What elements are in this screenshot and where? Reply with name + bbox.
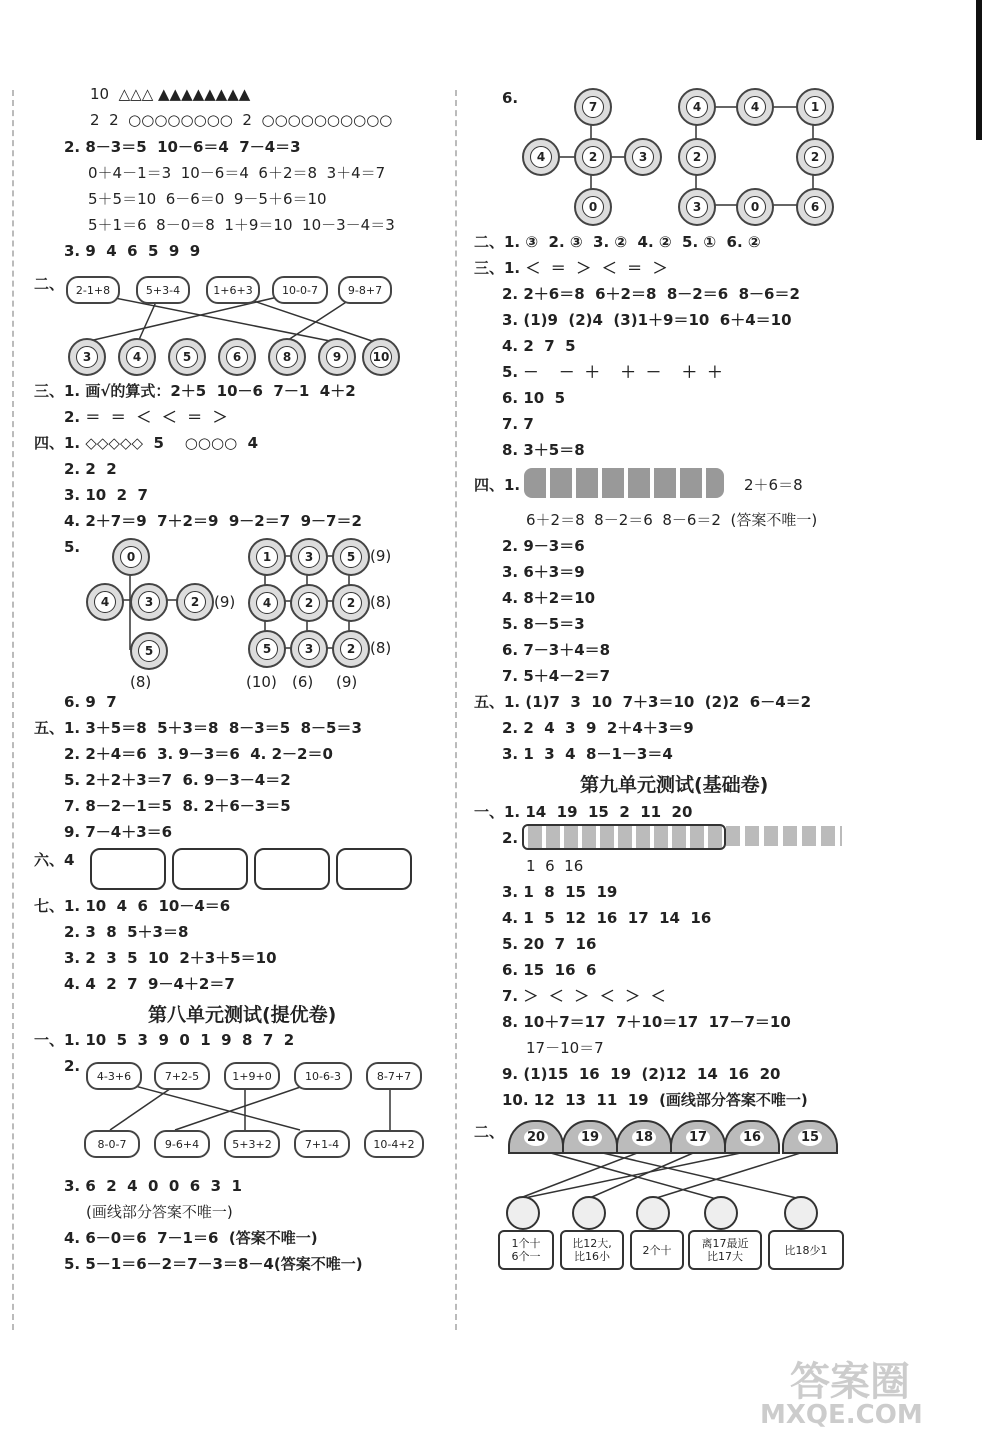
answer-line: 5. － － ＋ ＋ － ＋ ＋ [502,363,723,381]
answer-line: 3. (1)9 (2)4 (3)1＋9＝10 6＋4＝10 [502,311,792,329]
section-heading: 第九单元测试(基础卷) [580,774,769,796]
answer-line: 2. 2＋6＝8 6＋2＝8 8－2＝6 8－6＝2 [502,285,800,303]
answer-line: 2. 9－3＝6 [502,537,585,555]
child-head [572,1196,606,1230]
expression-cloud: 1+9+0 [224,1062,280,1090]
flower [130,632,168,670]
flower-number: 5 [138,640,160,662]
answer-line: 0＋4－1＝3 10－6＝4 6＋2＝8 3＋4＝7 [88,164,386,182]
answer-line: 2. 2 2 [64,460,117,478]
flower [796,88,834,126]
watermark-url: MXQE.COM [760,1400,923,1430]
flower-number: 9 [326,346,348,368]
answer-line: 5. 2＋2＋3＝7 6. 9－3－4＝2 [64,771,291,789]
clue-sign: 比12大, 比16小 [560,1230,624,1270]
answer-line: 4. 1 5 12 16 17 14 16 [502,909,712,927]
flower-number: 2 [804,146,826,168]
flower-number: 2 [686,146,708,168]
flower [796,138,834,176]
flower-number: 8 [276,346,298,368]
answer-line: 1 6 16 [526,857,584,875]
flower-number: 1 [256,546,278,568]
flower [678,188,716,226]
sum-label: (8) [370,639,392,657]
child-head [784,1196,818,1230]
expression-cloud: 7+2-5 [154,1062,210,1090]
flower-number: 2 [184,591,206,613]
answer-line: 3. 2 3 5 10 2＋3＋5＝10 [64,949,277,967]
answer-line: 四、1. ◇◇◇◇◇ 5 ○○○○ 4 [34,434,259,452]
flower [268,338,306,376]
flower-number: 6 [226,346,248,368]
expression-cloud: 2-1+8 [66,276,120,304]
flower [248,584,286,622]
sum-label: (10) [246,673,277,691]
section-heading: 第八单元测试(提优卷) [148,1004,337,1026]
shape-row: 10 △△△ ▲▲▲▲▲▲▲▲ [90,85,251,103]
flower-number: 7 [582,96,604,118]
answer-line: 7. ＞ ＜ ＞ ＜ ＞ ＜ [502,987,666,1005]
flower [332,630,370,668]
answer-line: 10. 12 13 11 19 (画线部分答案不唯一) [502,1091,808,1109]
flower-number: 4 [256,592,278,614]
flower-number: 6 [804,196,826,218]
flower [522,138,560,176]
answer-line: 3. 1 8 15 19 [502,883,618,901]
flower [574,88,612,126]
answer-line: 3. 10 2 7 [64,486,148,504]
expression-cloud: 8-7+7 [366,1062,422,1090]
answer-line: 5. 20 7 16 [502,935,597,953]
clue-sign: 2个十 [630,1230,684,1270]
answer-line: 6. 7－3＋4＝8 [502,641,611,659]
flower-number: 0 [582,196,604,218]
answer-line: 2. 8－3＝5 10－6＝4 7－4＝3 [64,138,301,156]
flower-number: 5 [176,346,198,368]
answer-line: 6. 10 5 [502,389,566,407]
answer-line: 5＋1＝6 8－0＝8 1＋9＝10 10－3－4＝3 [88,216,395,234]
tent-number: 17 [686,1129,710,1146]
flower-number: 4 [686,96,708,118]
sock-group [172,848,248,890]
flower [736,88,774,126]
flower [248,630,286,668]
answer-line: 3. 1 3 4 8－1－3＝4 [502,745,673,763]
expression-cloud: 10-0-7 [272,276,328,304]
flower [362,338,400,376]
child-head [704,1196,738,1230]
tent-number: 18 [632,1129,656,1146]
flower-number: 5 [340,546,362,568]
flower [290,538,328,576]
flower [68,338,106,376]
expression-cloud: 5+3-4 [136,276,190,304]
tent-number: 15 [798,1129,822,1146]
expression-cloud: 1+6+3 [206,276,260,304]
flower [218,338,256,376]
answer-line: 六、4 [34,851,75,869]
flower-number: 4 [126,346,148,368]
answer-line: 五、1. (1)7 3 10 7＋3＝10 (2)2 6－4＝2 [474,693,812,711]
sum-label: (9) [336,673,358,691]
answer-line: 一、1. 10 5 3 9 0 1 9 8 7 2 [34,1031,295,1049]
sum-label: (6) [292,673,314,691]
answer-line: 4. 2＋7＝9 7＋2＝9 9－2＝7 9－7＝2 [64,512,362,530]
expression-cloud: 8-0-7 [84,1130,140,1158]
answer-line: 5. 5－1＝6－2＝7－3＝8－4(答案不唯一) [64,1255,363,1273]
flower-number: 3 [632,146,654,168]
answer-line: 2. 2 4 3 9 2＋4＋3＝9 [502,719,694,737]
child-head [506,1196,540,1230]
flower-number: 3 [298,638,320,660]
clue-sign: 比18少1 [768,1230,844,1270]
expression-cloud: 7+1-4 [294,1130,350,1158]
diamond-row [726,826,842,846]
flower [796,188,834,226]
answer-line: 2. [502,829,519,847]
answer-line: 四、1. [474,476,521,494]
answer-line: 7. 8－2－1＝5 8. 2＋6－3＝5 [64,797,291,815]
answer-line: 2＋6＝8 [744,476,803,494]
clue-sign: 离17最近 比17大 [688,1230,762,1270]
expression-cloud: 5+3+2 [224,1130,280,1158]
flower [176,583,214,621]
answer-line: 一、1. 14 19 15 2 11 20 [474,803,693,821]
flower-number: 5 [256,638,278,660]
flower [112,538,150,576]
answer-line: 5. [64,538,81,556]
answer-line: 3. 6＋3＝9 [502,563,585,581]
answer-line: 5. 8－5＝3 [502,615,585,633]
answer-line: 三、1. 画√的算式：2＋5 10－6 7－1 4＋2 [34,382,356,400]
circle-row: 2 2 ○○○○○○○○ 2 ○○○○○○○○○○ [90,111,393,129]
flower-number: 2 [340,592,362,614]
flower-number: 3 [76,346,98,368]
flower [86,583,124,621]
answer-line: 9. (1)15 16 19 (2)12 14 16 20 [502,1065,781,1083]
answer-line: 7. 7 [502,415,534,433]
sum-label: (8) [370,593,392,611]
flower [168,338,206,376]
sock-group [90,848,166,890]
clue-sign: 1个十 6个一 [498,1230,554,1270]
flower [678,88,716,126]
answer-line: 2. [64,1057,81,1075]
flower-number: 2 [582,146,604,168]
answer-line: 7. 5＋4－2＝7 [502,667,611,685]
flower [118,338,156,376]
section-label: 二、 [34,275,65,293]
answer-line: 5＋5＝10 6－6＝0 9－5＋6＝10 [88,190,327,208]
sock-group [336,848,412,890]
flower [318,338,356,376]
flower [736,188,774,226]
sum-label: (9) [214,593,236,611]
tent-number: 16 [740,1129,764,1146]
expression-cloud: 9-6+4 [154,1130,210,1158]
answer-line: 6. [502,89,519,107]
expression-cloud: 9-8+7 [338,276,392,304]
flower-number: 0 [744,196,766,218]
flower-number: 3 [138,591,160,613]
flower [624,138,662,176]
flower [130,583,168,621]
sum-label: (8) [130,673,152,691]
answer-line: 17－10＝7 [526,1039,604,1057]
flower [678,138,716,176]
flower [290,584,328,622]
child-head [636,1196,670,1230]
note-line: (画线部分答案不唯一) [86,1203,233,1221]
flower-number: 3 [686,196,708,218]
expression-cloud: 4-3+6 [86,1062,142,1090]
section-label: 二、 [474,1123,505,1141]
answer-line: 4. 4 2 7 9－4＋2＝7 [64,975,235,993]
flower [574,138,612,176]
flower-number: 1 [804,96,826,118]
answer-line: 4. 2 7 5 [502,337,576,355]
flower [574,188,612,226]
answer-line: 三、1. ＜ ＝ ＞ ＜ ＝ ＞ [474,259,668,277]
sock-group [254,848,330,890]
answer-line: 9. 7－4＋3＝6 [64,823,173,841]
flower [332,538,370,576]
flower-number: 3 [298,546,320,568]
answer-line: 2. 2＋4＝6 3. 9－3＝6 4. 2－2＝0 [64,745,333,763]
expression-cloud: 10-6-3 [294,1062,352,1090]
answer-line: 2. ＝ ＝ ＜ ＜ ＝ ＞ [64,408,228,426]
answer-line: 4. 8＋2＝10 [502,589,596,607]
answer-line: 6. 9 7 [64,693,117,711]
flower [332,584,370,622]
answer-line: 3. 6 2 4 0 0 6 3 1 [64,1177,242,1195]
flower-number: 4 [744,96,766,118]
answer-line: 二、1. ③ 2. ③ 3. ② 4. ② 5. ① 6. ② [474,233,761,251]
answer-line: 6. 15 16 6 [502,961,597,979]
answer-line: 4. 6－0＝6 7－1＝6 (答案不唯一) [64,1229,318,1247]
tent-number: 20 [524,1129,548,1146]
answer-line: 6＋2＝8 8－2＝6 8－6＝2 (答案不唯一) [526,511,818,529]
expression-cloud: 10-4+2 [364,1130,424,1158]
sum-label: (9) [370,547,392,565]
watermark-logo: 答案圈 [790,1359,910,1405]
flower [290,630,328,668]
answer-line: 3. 9 4 6 5 9 9 [64,242,201,260]
flower [248,538,286,576]
tent-number: 19 [578,1129,602,1146]
answer-line: 8. 10＋7＝17 7＋10＝17 17－7＝10 [502,1013,791,1031]
answer-line: 七、1. 10 4 6 10－4＝6 [34,897,231,915]
answer-line: 五、1. 3＋5＝8 5＋3＝8 8－3＝5 8－5＝3 [34,719,362,737]
flower-number: 2 [298,592,320,614]
answer-line: 2. 3 8 5＋3＝8 [64,923,189,941]
flower-number: 10 [370,346,392,368]
flower-number: 0 [120,546,142,568]
cabbage-row [524,468,724,498]
flower-number: 4 [94,591,116,613]
diamond-group [522,824,726,850]
answer-line: 8. 3＋5＝8 [502,441,585,459]
flower-number: 2 [340,638,362,660]
flower-number: 4 [530,146,552,168]
